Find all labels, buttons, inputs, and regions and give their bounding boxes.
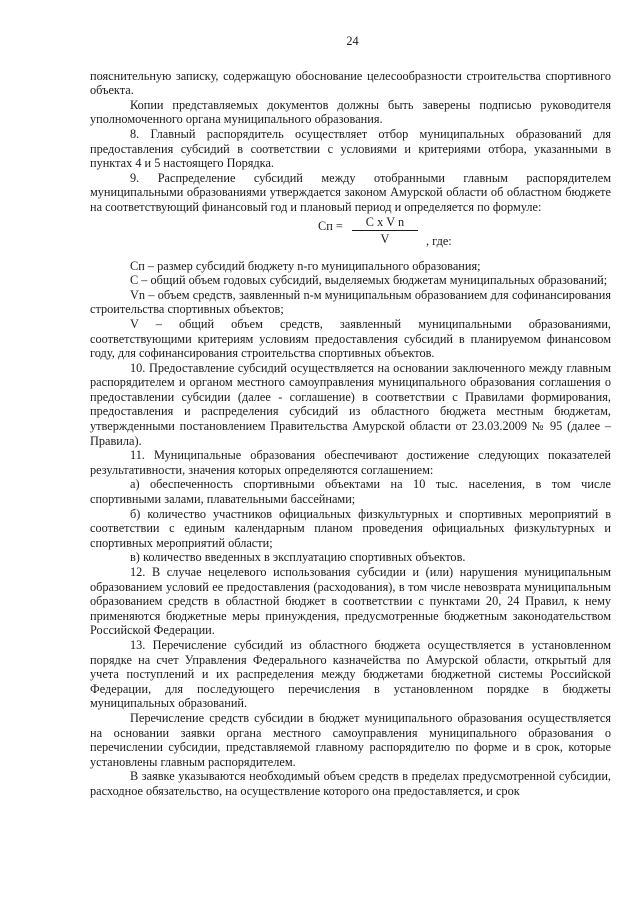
formula-fraction xyxy=(352,215,418,247)
distribution-formula xyxy=(90,215,611,259)
paragraph-item-11a: а) обеспеченность спортивными объектами на 10 тыс. населения, в том числе спортивными залами, плавательными бассейнами; xyxy=(90,477,611,507)
definition-sp: Сп – размер субсидий бюджету n-го муниципального образования; xyxy=(130,258,481,273)
paragraph-continuation: пояснительную записку, содержащую обоснование целесообразности строительства спортивного объекта. xyxy=(90,68,611,98)
paragraph-request: В заявке указываются необходимый объем средств в пределах предусмотренной субсидии, расходное обязательство, на осуществление которого она предоставляется, и срок xyxy=(90,769,611,798)
definition-c: С – общий объем годовых субсидий, выделяемых бюджетам муниципальных образований; xyxy=(130,273,608,288)
paragraph-item-10: 10. Предоставление субсидий осуществляется на основании заключенного между главным распорядителем и органом местного самоуправления муниципального образования соглашения о предоставлении субсидии (далее - соглашение) в соответствии с Правилами формирования, предоставления и распределения субсидий из областного бюджета местным бюджетам, утвержденными постановлением Правительства Амурской области от 23.03.2009 № 95 (далее – Правила). xyxy=(90,360,611,448)
paragraph-item-11b: б) количество участников официальных физкультурных и спортивных мероприятий в соответствии с единым календарным планом проведения официальных физкультурных и спортивных мероприятий области; xyxy=(90,506,611,550)
paragraph-item-12: 12. В случае нецелевого использования субсидии и (или) нарушения муниципальным образованием условий ее предоставления (расходования), в том числе невозврата муниципальным образованием средств в областной бюджет в соответствии с пунктами 20, 24 Правил, к нему применяются бюджетные меры принуждения, предусмотренные бюджетным законодательством Российской Федерации. xyxy=(90,565,611,638)
formula-numerator: С х V n xyxy=(352,215,418,232)
paragraph-item-9: 9. Распределение субсидий между отобранными главным распорядителем муниципальными образованиями утверждается законом Амурской области об областном бюджете на соответствующий финансовый год и плановый период и определяется по формуле: xyxy=(90,170,611,214)
paragraph-transfer: Перечисление средств субсидии в бюджет муниципального образования осуществляется на основании заявки органа местного самоуправления муниципального образования о перечислении субсидии, представляемой главному распорядителю по форме и в срок, которые установлены главным распорядителем. xyxy=(90,710,611,769)
paragraph-item-13: 13. Перечисление субсидий из областного бюджета осуществляется в установленном порядке на счет Управления Федерального казначейства по Амурской области, открытый для учета поступлений и их распределения между бюджетами бюджетной системы Российской Федерации, для последующего перечисления в установленном порядке в бюджеты муниципальных образований. xyxy=(90,637,611,711)
definition-v: V – общий объем средств, заявленный муниципальными образованиями, соответствующими критериям условиям предоставления субсидий в планируемом финансовом году, для софинансирования строительства спортивных объектов. xyxy=(90,316,611,361)
paragraph-item-11c: в) количество введенных в эксплуатацию спортивных объектов. xyxy=(130,550,466,565)
paragraph-item-11: 11. Муниципальные образования обеспечивают достижение следующих показателей результативности, значения которых определяются соглашением: xyxy=(90,448,611,477)
formula-denominator: V xyxy=(380,232,390,247)
page-number: 24 xyxy=(346,34,359,48)
formula-tail: , где: xyxy=(426,233,452,248)
paragraph-copies: Копии представляемых документов должны быть заверены подписью руководителя уполномоченного органа муниципального образования. xyxy=(90,97,611,127)
paragraph-item-8: 8. Главный распорядитель осуществляет отбор муниципальных образований для предоставления субсидий в соответствии с условиями и критериями отбора, указанными в пунктах 4 и 5 настоящего Порядка. xyxy=(90,126,611,171)
formula-lhs: Сп = xyxy=(318,218,343,233)
definition-vn: Vn – объем средств, заявленный n-м муниципальным образованием для софинансирования строительства спортивных объектов; xyxy=(90,287,611,317)
